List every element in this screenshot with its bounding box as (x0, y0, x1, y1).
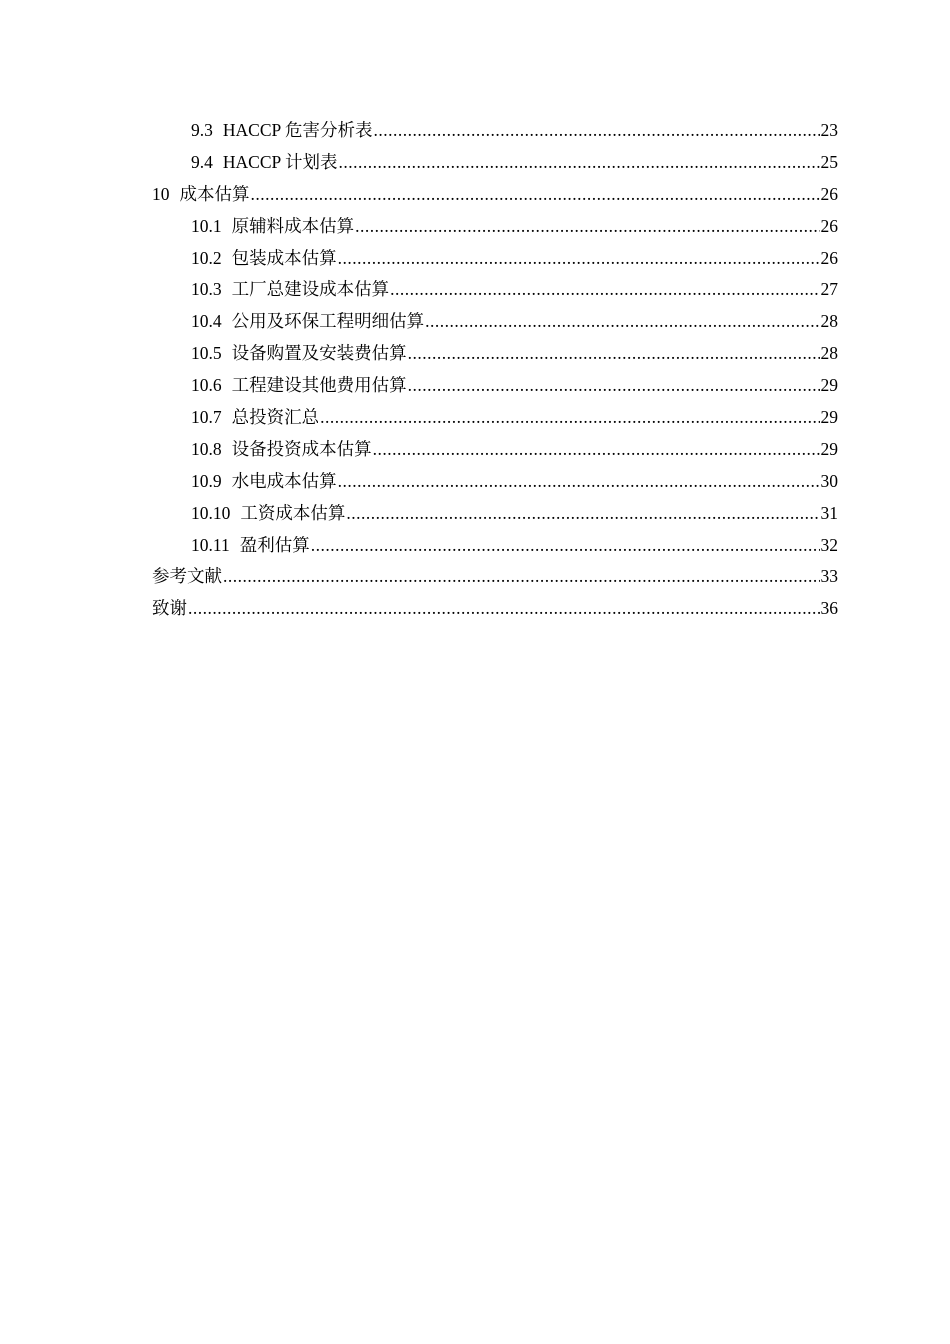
toc-dot-leader (346, 498, 819, 530)
toc-entry[interactable] (152, 370, 838, 402)
toc-entry-title: 参考文献 (152, 566, 222, 587)
toc-entry[interactable] (152, 179, 838, 211)
toc-entry[interactable] (152, 593, 838, 625)
toc-entry-page: 25 (820, 151, 838, 172)
toc-entry-number: 9.4 (191, 151, 213, 172)
toc-entry[interactable] (152, 498, 838, 530)
toc-dot-leader (338, 466, 820, 498)
toc-entry-title: 工资成本估算 (240, 502, 346, 523)
toc-entry-page: 36 (820, 598, 838, 619)
toc-dot-leader (355, 211, 819, 243)
toc-entry-title: 工程建设其他费用估算 (231, 375, 407, 396)
toc-entry-title: 原辅料成本估算 (231, 215, 355, 236)
toc-entry-title: 总投资汇总 (231, 407, 320, 428)
toc-entry-number: 10.6 (191, 375, 222, 396)
toc-entry-number: 10.5 (191, 343, 222, 364)
toc-dot-leader (425, 306, 819, 338)
toc-dot-leader (188, 593, 820, 625)
toc-entry-number: 10.8 (191, 438, 222, 459)
toc-entry-title: 设备购置及安装费估算 (231, 343, 407, 364)
toc-entry-page: 29 (820, 375, 838, 396)
toc-entry-page: 33 (820, 566, 838, 587)
toc-entry-title: 设备投资成本估算 (231, 438, 372, 459)
toc-entry-number: 10 (152, 183, 170, 204)
toc-entry[interactable] (152, 530, 838, 562)
toc-entry[interactable] (152, 466, 838, 498)
table-of-contents (152, 115, 838, 625)
toc-entry-title: 盈利估算 (239, 534, 310, 555)
toc-dot-leader (373, 115, 819, 147)
toc-dot-leader (408, 338, 820, 370)
toc-entry-page: 28 (820, 343, 838, 364)
toc-entry-title: 包装成本估算 (231, 247, 337, 268)
toc-entry-page: 31 (820, 502, 838, 523)
toc-entry[interactable] (152, 274, 838, 306)
toc-entry-number: 10.4 (191, 311, 222, 332)
toc-entry[interactable] (152, 561, 838, 593)
toc-dot-leader (251, 179, 820, 211)
toc-dot-leader (311, 530, 820, 562)
toc-dot-leader (338, 243, 820, 275)
toc-entry-number: 10.1 (191, 215, 222, 236)
toc-dot-leader (223, 561, 820, 593)
toc-entry[interactable] (152, 402, 838, 434)
toc-entry-number: 10.11 (191, 534, 230, 555)
toc-dot-leader (320, 402, 819, 434)
toc-entry-title: HACCP 危害分析表 (222, 120, 373, 140)
toc-dot-leader (408, 370, 820, 402)
toc-entry-page: 23 (820, 120, 838, 140)
toc-entry-page: 26 (820, 183, 838, 204)
toc-dot-leader (390, 274, 819, 306)
toc-entry-page: 29 (820, 438, 838, 459)
toc-entry[interactable] (152, 147, 838, 179)
toc-entry-page: 26 (820, 215, 838, 236)
toc-entry[interactable] (152, 434, 838, 466)
toc-entry[interactable] (152, 115, 838, 147)
toc-entry-title: 成本估算 (179, 183, 250, 204)
toc-entry-page: 26 (820, 247, 838, 268)
toc-entry-page: 32 (820, 534, 838, 555)
toc-entry[interactable] (152, 306, 838, 338)
toc-entry-number: 10.3 (191, 279, 222, 300)
toc-dot-leader (373, 434, 820, 466)
toc-entry[interactable] (152, 243, 838, 275)
toc-entry-title: 公用及环保工程明细估算 (231, 311, 425, 332)
toc-entry-number: 10.2 (191, 247, 222, 268)
toc-entry-page: 28 (820, 311, 838, 332)
toc-entry-number: 10.7 (191, 407, 222, 428)
toc-entry[interactable] (152, 211, 838, 243)
toc-entry-title: HACCP 计划表 (222, 151, 338, 172)
toc-entry-title: 水电成本估算 (231, 470, 337, 491)
toc-entry-number: 10.9 (191, 470, 222, 491)
toc-entry-page: 27 (820, 279, 838, 300)
toc-entry-page: 29 (820, 407, 838, 428)
toc-entry-title: 致谢 (152, 598, 187, 619)
toc-entry[interactable] (152, 338, 838, 370)
toc-entry-title: 工厂总建设成本估算 (231, 279, 390, 300)
toc-entry-page: 30 (820, 470, 838, 491)
toc-dot-leader (338, 147, 819, 179)
toc-entry-number: 9.3 (191, 120, 213, 140)
toc-entry-number: 10.10 (191, 502, 231, 523)
